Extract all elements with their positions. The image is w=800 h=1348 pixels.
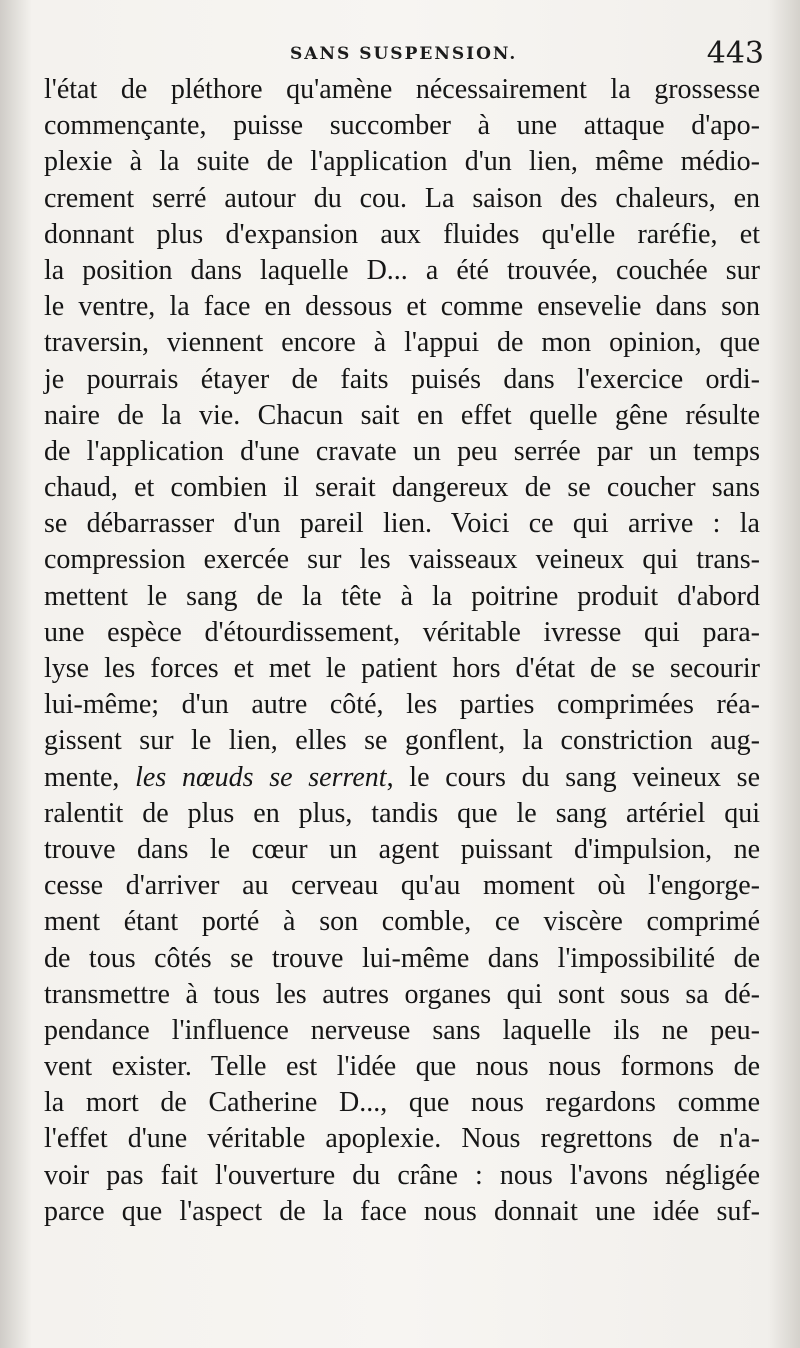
body-text	[44, 72, 760, 1230]
text-line: ment étant porté à son comble, ce viscère comprimé	[44, 906, 760, 938]
text-line: le ventre, la face en dessous et comme ensevelie dans son	[44, 291, 760, 323]
text-line: ralentit de plus en plus, tandis que le sang artériel qui	[44, 797, 760, 829]
text-line: de l'application d'une cravate un peu serrée par un temps	[44, 435, 760, 467]
text-line: naire de la vie. Chacun sait en effet quelle gêne résulte	[44, 399, 760, 431]
italic-phrase: les nœuds se serrent	[135, 761, 387, 793]
text-line: transmettre à tous les autres organes qui sont sous sa dé-	[44, 978, 760, 1010]
text-line: la mort de Catherine D..., que nous regardons comme	[44, 1087, 760, 1119]
line-start: mente,	[44, 761, 136, 793]
text-line: compression exercée sur les vaisseaux veineux qui trans-	[44, 544, 760, 576]
text-line: lyse les forces et met le patient hors d'état de se secourir	[44, 653, 760, 684]
text-line: plexie à la suite de l'application d'un lien, même médio-	[44, 146, 760, 178]
text-line: parce que l'aspect de la face nous donnait une idée suf-	[44, 1195, 760, 1227]
text-line-with-italic	[44, 760, 760, 796]
running-head	[0, 36, 800, 76]
text-line: gissent sur le lien, elles se gonflent, la constriction aug-	[44, 725, 760, 757]
text-line: voir pas fait l'ouverture du crâne : nous l'avons négligée	[44, 1159, 760, 1191]
text-line: cesse d'arriver au cerveau qu'au moment où l'engorge-	[44, 870, 760, 902]
text-line: donnant plus d'expansion aux fluides qu'elle raréfie, et	[44, 218, 760, 250]
text-line: une espèce d'étourdissement, véritable ivresse qui para-	[44, 616, 760, 648]
running-title: SANS SUSPENSION.	[290, 44, 518, 64]
text-line: je pourrais étayer de faits puisés dans l'exercice ordi-	[44, 363, 760, 395]
text-line: l'état de pléthore qu'amène nécessairement la grossesse	[44, 74, 760, 105]
text-line: pendance l'influence nerveuse sans laquelle ils ne peu-	[44, 1014, 760, 1046]
text-line: chaud, et combien il serait dangereux de se coucher sans	[44, 472, 760, 504]
text-line: commençante, puisse succomber à une attaque d'apo-	[44, 110, 760, 142]
text-line: trouve dans le cœur un agent puissant d'impulsion, ne	[44, 833, 760, 865]
text-line: se débarrasser d'un pareil lien. Voici ce qui arrive : la	[44, 508, 760, 540]
text-line: la position dans laquelle D... a été trouvée, couchée sur	[44, 254, 760, 286]
text-line: l'effet d'une véritable apoplexie. Nous regrettons de n'a-	[44, 1123, 760, 1155]
text-line: de tous côtés se trouve lui-même dans l'impossibilité de	[44, 942, 760, 974]
line-end: , le cours du sang veineux se	[386, 761, 761, 793]
text-line: traversin, viennent encore à l'appui de mon opinion, que	[44, 327, 760, 359]
text-line: mettent le sang de la tête à la poitrine produit d'abord	[44, 580, 760, 612]
text-line: vent exister. Telle est l'idée que nous nous formons de	[44, 1051, 760, 1083]
text-line: lui-même; d'un autre côté, les parties comprimées réa-	[44, 689, 760, 721]
page-number: 443	[706, 36, 764, 71]
text-line: crement serré autour du cou. La saison des chaleurs, en	[44, 182, 760, 214]
